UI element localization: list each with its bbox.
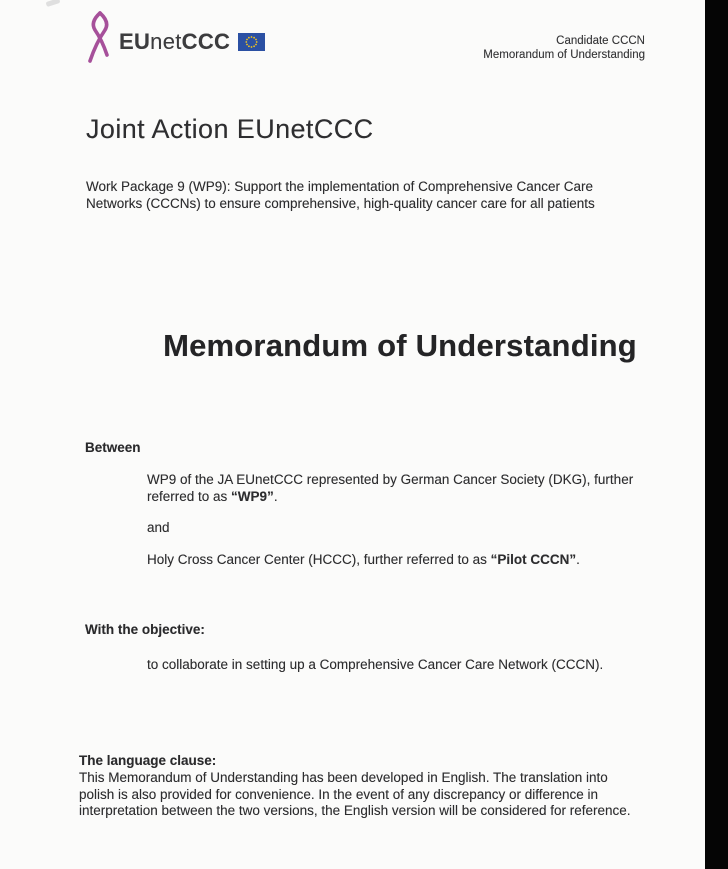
eu-flag-icon bbox=[238, 33, 265, 51]
language-clause-paragraph: This Memorandum of Understanding has been developed in English. The translation into polish is also provided for convenience. In the event of any discrepancy or difference in interpretation between the two versions, the English version will be considered for reference. bbox=[79, 770, 631, 818]
language-clause-heading: The language clause: bbox=[79, 753, 217, 768]
party2-period: . bbox=[576, 552, 580, 567]
logo-ccc: CCC bbox=[181, 29, 231, 54]
pink-ribbon-icon bbox=[86, 9, 116, 63]
party1-shortname: “WP9” bbox=[231, 489, 274, 504]
header-doc-title: Memorandum of Understanding bbox=[483, 48, 645, 61]
objective-heading: With the objective: bbox=[85, 622, 205, 637]
party1-period: . bbox=[273, 489, 278, 504]
party2-paragraph bbox=[147, 551, 687, 568]
scan-edge-bar bbox=[705, 0, 728, 869]
party2-text: Holy Cross Cancer Center (HCCC), further referred to as bbox=[147, 552, 491, 567]
header-doc-type: Candidate CCCN bbox=[556, 35, 645, 47]
scan-smudge bbox=[46, 0, 61, 7]
between-heading: Between bbox=[85, 440, 141, 455]
logo-wordmark bbox=[119, 29, 230, 55]
objective-paragraph: to collaborate in setting up a Comprehensive Cancer Care Network (CCCN). bbox=[147, 657, 604, 672]
party1-text: WP9 of the JA EUnetCCC represented by German Cancer Society (DKG), further referred to as bbox=[147, 472, 634, 504]
document-main-title: Memorandum of Understanding bbox=[163, 328, 637, 363]
header-right-block bbox=[483, 35, 645, 62]
logo-net: net bbox=[150, 29, 182, 54]
party1-paragraph bbox=[147, 471, 639, 505]
logo-eu: EU bbox=[119, 29, 151, 54]
page-title: Joint Action EUnetCCC bbox=[86, 114, 374, 144]
work-package-subtitle: Work Package 9 (WP9): Support the implementation of Comprehensive Cancer Care Networks (CCCNs) to ensure comprehensive, high-quality cancer care for all patients bbox=[86, 179, 595, 211]
party2-shortname: “Pilot CCCN” bbox=[490, 552, 577, 567]
connector-and: and bbox=[147, 520, 170, 535]
eunetccc-logo bbox=[86, 9, 265, 63]
